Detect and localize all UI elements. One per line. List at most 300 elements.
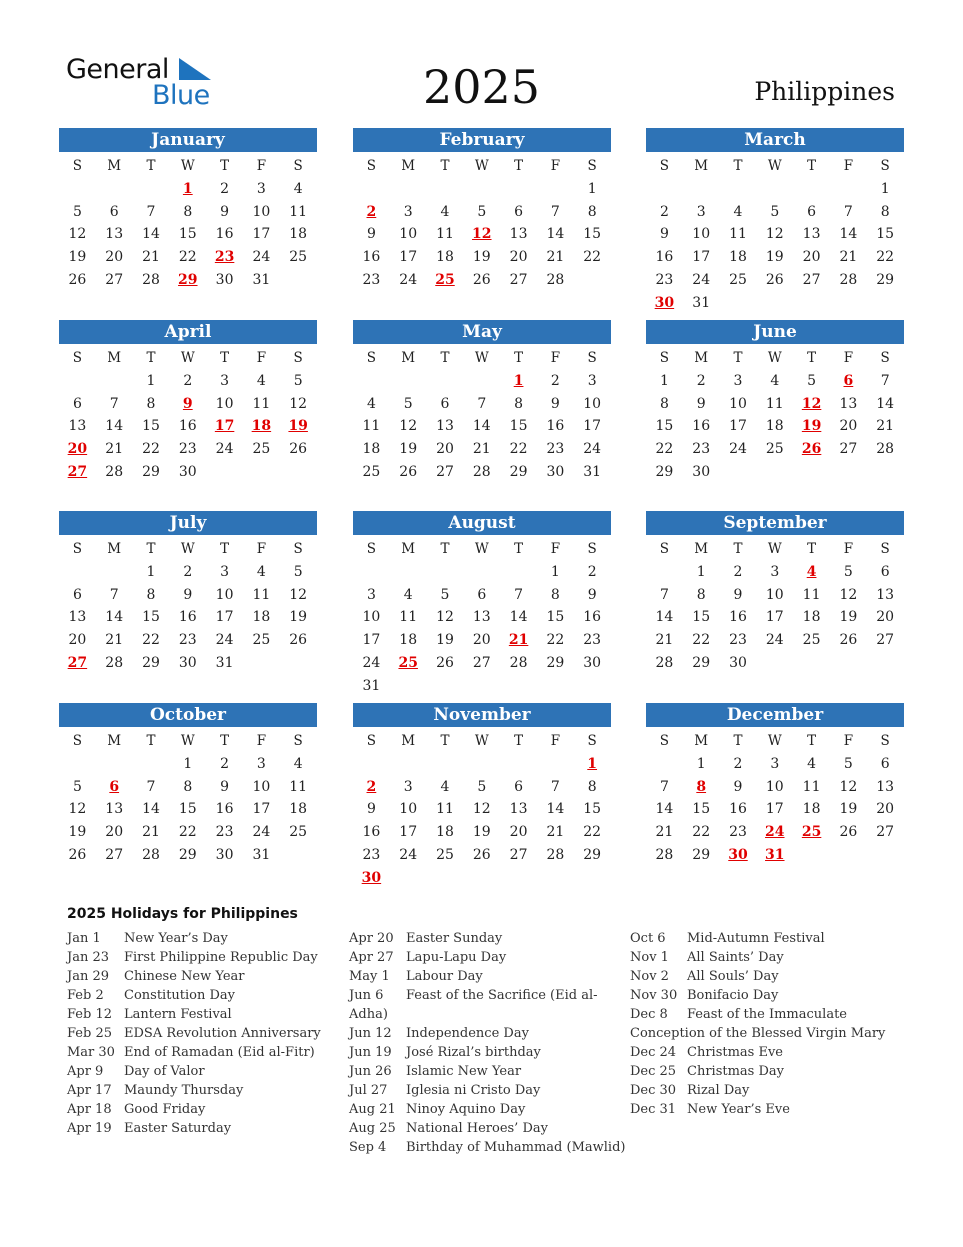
weekday-label: T — [440, 350, 450, 366]
weekday-label: S — [293, 541, 303, 557]
holiday-name: Good Friday — [124, 1102, 206, 1117]
day-cell: 24 — [252, 824, 271, 841]
holiday-date: Apr 18 — [67, 1102, 112, 1117]
weekday-label: T — [514, 733, 524, 749]
holiday-row — [349, 1100, 629, 1119]
day-cell: 4 — [293, 755, 303, 772]
weekday-label: F — [843, 541, 854, 557]
day-cell: 23 — [178, 632, 197, 649]
day-cell: 29 — [876, 271, 895, 288]
day-cell: 9 — [366, 801, 376, 818]
day-cell: 4 — [440, 778, 450, 795]
day-cell: 19 — [68, 249, 87, 266]
day-cell: 10 — [215, 395, 234, 412]
holiday-date: Dec 24 — [630, 1045, 677, 1060]
holiday-day: 17 — [214, 418, 235, 435]
holiday-day: 23 — [214, 249, 235, 266]
day-cell: 26 — [289, 632, 308, 649]
month-days-grid — [646, 347, 904, 484]
holiday-day: 25 — [398, 654, 418, 671]
month-header: April — [59, 320, 317, 344]
day-cell: 11 — [289, 203, 308, 220]
day-cell: 12 — [839, 586, 858, 603]
day-cell: 12 — [472, 801, 491, 818]
day-cell: 19 — [472, 824, 491, 841]
day-cell: 5 — [293, 563, 303, 580]
holiday-date: Jun 19 — [349, 1045, 392, 1060]
day-cell: 5 — [477, 203, 487, 220]
day-cell: 3 — [696, 203, 706, 220]
day-cell: 14 — [876, 395, 895, 412]
day-cell: 29 — [655, 463, 674, 480]
day-cell: 6 — [440, 395, 450, 412]
day-cell: 2 — [733, 755, 743, 772]
empty-cell — [646, 178, 683, 201]
holiday-day: 29 — [178, 271, 198, 288]
day-cell: 6 — [72, 586, 82, 603]
day-cell: 23 — [362, 846, 381, 863]
holiday-name: National Heroes’ Day — [406, 1121, 548, 1136]
day-cell: 16 — [215, 226, 234, 243]
holiday-day: 19 — [288, 418, 308, 435]
day-cell: 20 — [509, 824, 528, 841]
day-cell: 5 — [72, 203, 82, 220]
day-cell: 15 — [142, 609, 160, 626]
day-cell: 11 — [802, 778, 821, 795]
weekday-label: S — [659, 541, 670, 557]
day-cell: 28 — [105, 463, 124, 480]
empty-cell — [500, 561, 537, 584]
weekday-label: S — [880, 350, 890, 366]
month-days-grid — [646, 538, 904, 675]
holiday-date: Jul 27 — [349, 1083, 388, 1098]
day-cell: 28 — [546, 846, 565, 863]
day-cell: 25 — [289, 824, 308, 841]
weekday-label: T — [514, 350, 524, 366]
holiday-row — [630, 1043, 910, 1062]
country-label: Philippines — [754, 77, 895, 106]
empty-cell — [133, 178, 170, 201]
day-cell: 3 — [366, 586, 376, 603]
empty-cell — [537, 753, 574, 776]
day-cell: 11 — [252, 586, 271, 603]
day-cell: 10 — [692, 226, 711, 243]
weekday-label: M — [401, 541, 416, 557]
month-september — [646, 511, 904, 675]
day-cell: 28 — [142, 846, 160, 863]
holiday-name: Birthday of Muhammad (Mawlid) — [406, 1140, 626, 1155]
day-cell: 10 — [362, 609, 381, 626]
day-cell: 7 — [477, 395, 487, 412]
day-cell: 11 — [802, 586, 821, 603]
month-header: September — [646, 511, 904, 535]
day-cell: 5 — [477, 778, 487, 795]
holiday-date: Dec 25 — [630, 1064, 677, 1079]
month-header: June — [646, 320, 904, 344]
empty-cell — [427, 370, 464, 393]
holiday-row — [67, 1062, 347, 1081]
holiday-row — [630, 1024, 910, 1043]
day-cell: 22 — [509, 441, 528, 458]
holiday-day: 26 — [801, 441, 822, 458]
day-cell: 2 — [550, 372, 560, 389]
day-cell: 10 — [252, 203, 271, 220]
day-cell: 8 — [587, 778, 597, 795]
month-april — [59, 320, 317, 484]
weekday-label: W — [474, 350, 489, 366]
day-cell: 22 — [692, 632, 711, 649]
day-cell: 16 — [362, 249, 381, 266]
weekday-label: T — [733, 350, 743, 366]
day-cell: 3 — [256, 180, 266, 197]
day-cell: 29 — [142, 654, 160, 671]
day-cell: 23 — [692, 441, 711, 458]
day-cell: 23 — [362, 271, 381, 288]
day-cell: 13 — [105, 801, 124, 818]
day-cell: 14 — [472, 418, 491, 435]
day-cell: 18 — [802, 609, 821, 626]
holiday-date: Dec 31 — [630, 1102, 677, 1117]
holiday-name: New Year’s Day — [124, 931, 228, 946]
day-cell: 2 — [220, 755, 230, 772]
holiday-name: Lantern Festival — [124, 1007, 232, 1022]
day-cell: 31 — [215, 654, 234, 671]
weekday-label: M — [401, 733, 416, 749]
weekday-label: S — [366, 733, 377, 749]
day-cell: 23 — [655, 271, 674, 288]
day-cell: 27 — [876, 632, 895, 649]
holiday-date: Jun 6 — [349, 988, 384, 1003]
day-cell: 18 — [362, 441, 381, 458]
weekday-label: S — [587, 158, 597, 174]
holiday-name: Iglesia ni Cristo Day — [406, 1083, 541, 1098]
day-cell: 2 — [183, 372, 193, 389]
day-cell: 26 — [68, 846, 87, 863]
day-cell: 18 — [436, 824, 454, 841]
holiday-day: 1 — [182, 180, 193, 197]
day-cell: 29 — [692, 846, 711, 863]
day-cell: 10 — [399, 226, 418, 243]
day-cell: 28 — [472, 463, 491, 480]
weekday-label: S — [72, 158, 83, 174]
holiday-row — [630, 1005, 910, 1024]
day-cell: 4 — [403, 586, 413, 603]
holiday-date: Feb 2 — [67, 988, 104, 1003]
day-cell: 13 — [876, 586, 895, 603]
day-cell: 13 — [509, 801, 528, 818]
day-cell: 4 — [770, 372, 780, 389]
day-cell: 22 — [583, 249, 602, 266]
holiday-name: Feast of the Immaculate — [687, 1007, 847, 1022]
weekday-label: W — [767, 733, 782, 749]
weekday-label: F — [843, 158, 854, 174]
weekday-label: W — [180, 733, 195, 749]
day-cell: 10 — [729, 395, 747, 412]
day-cell: 27 — [509, 271, 528, 288]
holiday-row — [630, 929, 910, 948]
month-days-grid — [646, 155, 904, 315]
day-cell: 15 — [546, 609, 565, 626]
holiday-day: 21 — [508, 632, 529, 649]
holiday-name: New Year’s Eve — [687, 1102, 790, 1117]
weekday-label: T — [440, 733, 450, 749]
day-cell: 14 — [142, 801, 160, 818]
holiday-row — [67, 1043, 347, 1062]
empty-cell — [96, 753, 133, 776]
day-cell: 15 — [692, 609, 711, 626]
holiday-date: May 1 — [349, 969, 390, 984]
day-cell: 15 — [142, 418, 160, 435]
day-cell: 19 — [472, 249, 491, 266]
holiday-name: Mid-Autumn Festival — [687, 931, 825, 946]
month-days-grid — [353, 730, 611, 890]
day-cell: 17 — [252, 226, 271, 243]
month-days-grid — [59, 730, 317, 867]
day-cell: 18 — [765, 418, 784, 435]
day-cell: 25 — [729, 271, 747, 288]
day-cell: 4 — [440, 203, 450, 220]
day-cell: 14 — [655, 801, 674, 818]
weekday-label: M — [401, 158, 416, 174]
day-cell: 16 — [178, 418, 197, 435]
day-cell: 30 — [178, 654, 197, 671]
holiday-date: Apr 27 — [349, 950, 394, 965]
day-cell: 14 — [655, 609, 674, 626]
day-cell: 26 — [68, 271, 87, 288]
day-cell: 24 — [583, 441, 602, 458]
holiday-row — [349, 1005, 629, 1024]
month-days-grid — [353, 538, 611, 698]
day-cell: 2 — [696, 372, 706, 389]
day-cell: 18 — [289, 226, 308, 243]
holiday-column — [630, 929, 910, 1119]
day-cell: 24 — [362, 654, 381, 671]
weekday-label: T — [146, 541, 156, 557]
holiday-day: 25 — [435, 271, 455, 288]
day-cell: 29 — [583, 846, 602, 863]
day-cell: 7 — [109, 586, 119, 603]
weekday-label: F — [256, 158, 267, 174]
day-cell: 11 — [729, 226, 747, 243]
day-cell: 1 — [183, 755, 193, 772]
day-cell: 16 — [583, 609, 602, 626]
day-cell: 29 — [509, 463, 528, 480]
day-cell: 17 — [765, 609, 784, 626]
month-header: July — [59, 511, 317, 535]
holiday-row — [630, 1062, 910, 1081]
day-cell: 22 — [142, 441, 160, 458]
empty-cell — [59, 178, 96, 201]
empty-cell — [646, 753, 683, 776]
holiday-day: 25 — [801, 824, 822, 841]
day-cell: 27 — [839, 441, 858, 458]
holiday-name: Islamic New Year — [406, 1064, 522, 1079]
weekday-label: T — [807, 158, 817, 174]
day-cell: 11 — [765, 395, 784, 412]
holiday-date: Apr 19 — [67, 1121, 112, 1136]
holiday-name: Chinese New Year — [124, 969, 245, 984]
holiday-row — [349, 1119, 629, 1138]
day-cell: 22 — [178, 824, 197, 841]
weekday-label: S — [880, 733, 890, 749]
day-cell: 16 — [729, 801, 747, 818]
day-cell: 19 — [68, 824, 87, 841]
holiday-day: 2 — [366, 203, 377, 220]
weekday-label: W — [767, 541, 782, 557]
day-cell: 17 — [362, 632, 381, 649]
day-cell: 16 — [178, 609, 197, 626]
day-cell: 28 — [509, 654, 528, 671]
day-cell: 17 — [583, 418, 602, 435]
day-cell: 7 — [146, 203, 156, 220]
day-cell: 19 — [839, 609, 858, 626]
holiday-row — [67, 1119, 347, 1138]
day-cell: 16 — [362, 824, 381, 841]
day-cell: 16 — [215, 801, 234, 818]
month-may — [353, 320, 611, 484]
holiday-date: Jan 1 — [67, 931, 101, 946]
month-days-grid — [353, 347, 611, 484]
holiday-date: Oct 6 — [630, 931, 666, 946]
weekday-label: T — [514, 541, 524, 557]
holiday-day: 12 — [801, 395, 822, 412]
day-cell: 1 — [587, 180, 597, 197]
day-cell: 4 — [256, 372, 266, 389]
holiday-row — [630, 986, 910, 1005]
holiday-date: Jun 12 — [349, 1026, 392, 1041]
day-cell: 11 — [362, 418, 381, 435]
holiday-row — [349, 1024, 629, 1043]
day-cell: 26 — [839, 632, 858, 649]
day-cell: 28 — [655, 654, 674, 671]
day-cell: 5 — [843, 755, 853, 772]
day-cell: 4 — [256, 563, 266, 580]
holiday-name: Labour Day — [406, 969, 483, 984]
day-cell: 10 — [399, 801, 418, 818]
weekday-label: S — [72, 733, 83, 749]
day-cell: 13 — [509, 226, 528, 243]
weekday-label: T — [440, 541, 450, 557]
holiday-row — [630, 948, 910, 967]
day-cell: 14 — [839, 226, 858, 243]
month-july — [59, 511, 317, 675]
weekday-label: W — [474, 541, 489, 557]
holiday-name: Feast of the Sacrifice (Eid al- — [406, 988, 598, 1003]
day-cell: 3 — [403, 778, 413, 795]
empty-cell — [133, 753, 170, 776]
holiday-column — [349, 929, 629, 1157]
weekday-label: S — [659, 350, 670, 366]
empty-cell — [353, 178, 390, 201]
month-october — [59, 703, 317, 867]
weekday-label: S — [293, 158, 303, 174]
day-cell: 17 — [399, 249, 418, 266]
day-cell: 8 — [587, 203, 597, 220]
day-cell: 12 — [839, 778, 858, 795]
day-cell: 1 — [696, 563, 706, 580]
holiday-day: 24 — [765, 824, 785, 841]
day-cell: 5 — [770, 203, 780, 220]
day-cell: 9 — [183, 586, 193, 603]
empty-cell — [756, 178, 793, 201]
day-cell: 28 — [876, 441, 895, 458]
day-cell: 7 — [550, 778, 560, 795]
day-cell: 13 — [876, 778, 895, 795]
day-cell: 13 — [68, 609, 87, 626]
month-header: March — [646, 128, 904, 152]
day-cell: 2 — [183, 563, 193, 580]
holiday-date: Conception of the Blessed Virgin Mary — [630, 1026, 886, 1041]
weekday-label: S — [659, 158, 670, 174]
day-cell: 21 — [546, 249, 565, 266]
day-cell: 15 — [876, 226, 895, 243]
holiday-row — [349, 1138, 629, 1157]
day-cell: 20 — [436, 441, 454, 458]
day-cell: 28 — [142, 271, 160, 288]
month-header: May — [353, 320, 611, 344]
day-cell: 15 — [178, 226, 197, 243]
day-cell: 27 — [509, 846, 528, 863]
day-cell: 16 — [655, 249, 674, 266]
day-cell: 23 — [729, 824, 747, 841]
empty-cell — [390, 561, 427, 584]
holiday-date: Mar 30 — [67, 1045, 115, 1060]
day-cell: 6 — [880, 563, 890, 580]
weekday-label: S — [587, 350, 597, 366]
day-cell: 31 — [252, 846, 271, 863]
weekday-label: M — [694, 733, 709, 749]
day-cell: 6 — [72, 395, 82, 412]
day-cell: 14 — [142, 226, 160, 243]
day-cell: 9 — [733, 778, 743, 795]
day-cell: 4 — [293, 180, 303, 197]
weekday-label: S — [293, 350, 303, 366]
day-cell: 1 — [696, 755, 706, 772]
day-cell: 7 — [880, 372, 890, 389]
day-cell: 25 — [362, 463, 381, 480]
day-cell: 6 — [109, 203, 119, 220]
month-june — [646, 320, 904, 484]
day-cell: 23 — [546, 441, 565, 458]
day-cell: 9 — [733, 586, 743, 603]
weekday-label: T — [146, 350, 156, 366]
weekday-label: S — [880, 158, 890, 174]
holiday-name: Constitution Day — [124, 988, 236, 1003]
day-cell: 10 — [765, 778, 784, 795]
holiday-date: Aug 21 — [349, 1102, 396, 1117]
holiday-day: 19 — [801, 418, 822, 435]
day-cell: 22 — [142, 632, 160, 649]
empty-cell — [390, 370, 427, 393]
day-cell: 7 — [550, 203, 560, 220]
logo-text-blue: Blue — [152, 80, 210, 111]
weekday-label: T — [220, 158, 230, 174]
day-cell: 23 — [729, 632, 747, 649]
day-cell: 20 — [105, 249, 124, 266]
day-cell: 26 — [765, 271, 784, 288]
holiday-day: 8 — [696, 778, 707, 795]
holiday-date: Jan 23 — [67, 950, 110, 965]
holiday-row — [67, 1081, 347, 1100]
day-cell: 26 — [839, 824, 858, 841]
day-cell: 26 — [399, 463, 418, 480]
day-cell: 7 — [843, 203, 853, 220]
day-cell: 6 — [880, 755, 890, 772]
day-cell: 10 — [765, 586, 784, 603]
day-cell: 7 — [659, 778, 669, 795]
day-cell: 18 — [436, 249, 454, 266]
holiday-day: 9 — [182, 395, 193, 412]
